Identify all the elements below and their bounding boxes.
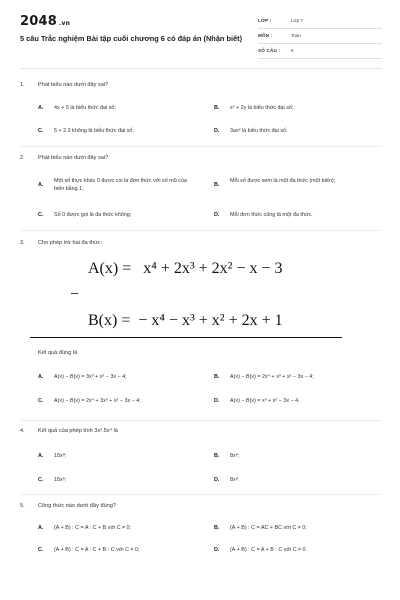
question-divider (20, 494, 382, 495)
question-stem: 5. Công thức nào dưới đây đúng? (20, 503, 117, 509)
subtraction-sign: − (70, 286, 80, 303)
question-3: 3. Cho phép trừ hai đa thức: A(x) = x⁴ + 2x³ + 2x² − x − 3 − B(x) = − x⁴ − x³ + x² + 2x + 1 Kết quả đúng là A. A(x) − B(x) = 3x³ + x² − 3x − 4; B. A(x) − B(x) = 2x⁴ + x³ + x² − 3x − 4; C. A(x) − B(x) = 2x⁴ + 3x³ + x² − 3x − 4; D. A(x) − B(x) = x³ + x² − 3x − 4. (20, 240, 382, 420)
question-stem: 3. Cho phép trừ hai đa thức: (20, 240, 103, 246)
question-stem: 4. Kết quả của phép tính 3x².5x⁴ là (20, 428, 118, 434)
subtraction-line (30, 337, 342, 338)
meta-question-count: SỐ CÂU : 5 (258, 44, 382, 59)
question-divider (20, 230, 382, 231)
document-title: 5 câu Trắc nghiệm Bài tập cuối chương 6 có đáp án (Nhận biết) (20, 34, 243, 43)
site-logo[interactable]: 2048 .vn (20, 14, 71, 29)
question-divider (20, 146, 382, 147)
result-label: Kết quả đúng là (38, 350, 78, 356)
meta-panel (258, 14, 382, 59)
header-divider (20, 68, 382, 69)
document-header (20, 14, 382, 60)
question-divider (20, 420, 382, 421)
polynomial-a: A(x) = x⁴ + 2x³ + 2x² − x − 3 (88, 260, 283, 277)
question-stem: 1. Phát biểu nào dưới đây sai? (20, 82, 109, 88)
meta-class: LỚP : Lớp 7 (258, 14, 382, 29)
question-stem: 2. Phát biểu nào dưới đây sai? (20, 155, 109, 161)
meta-subject: MÔN : Toán (258, 29, 382, 44)
polynomial-b: B(x) = − x⁴ − x³ + x² + 2x + 1 (88, 312, 283, 329)
